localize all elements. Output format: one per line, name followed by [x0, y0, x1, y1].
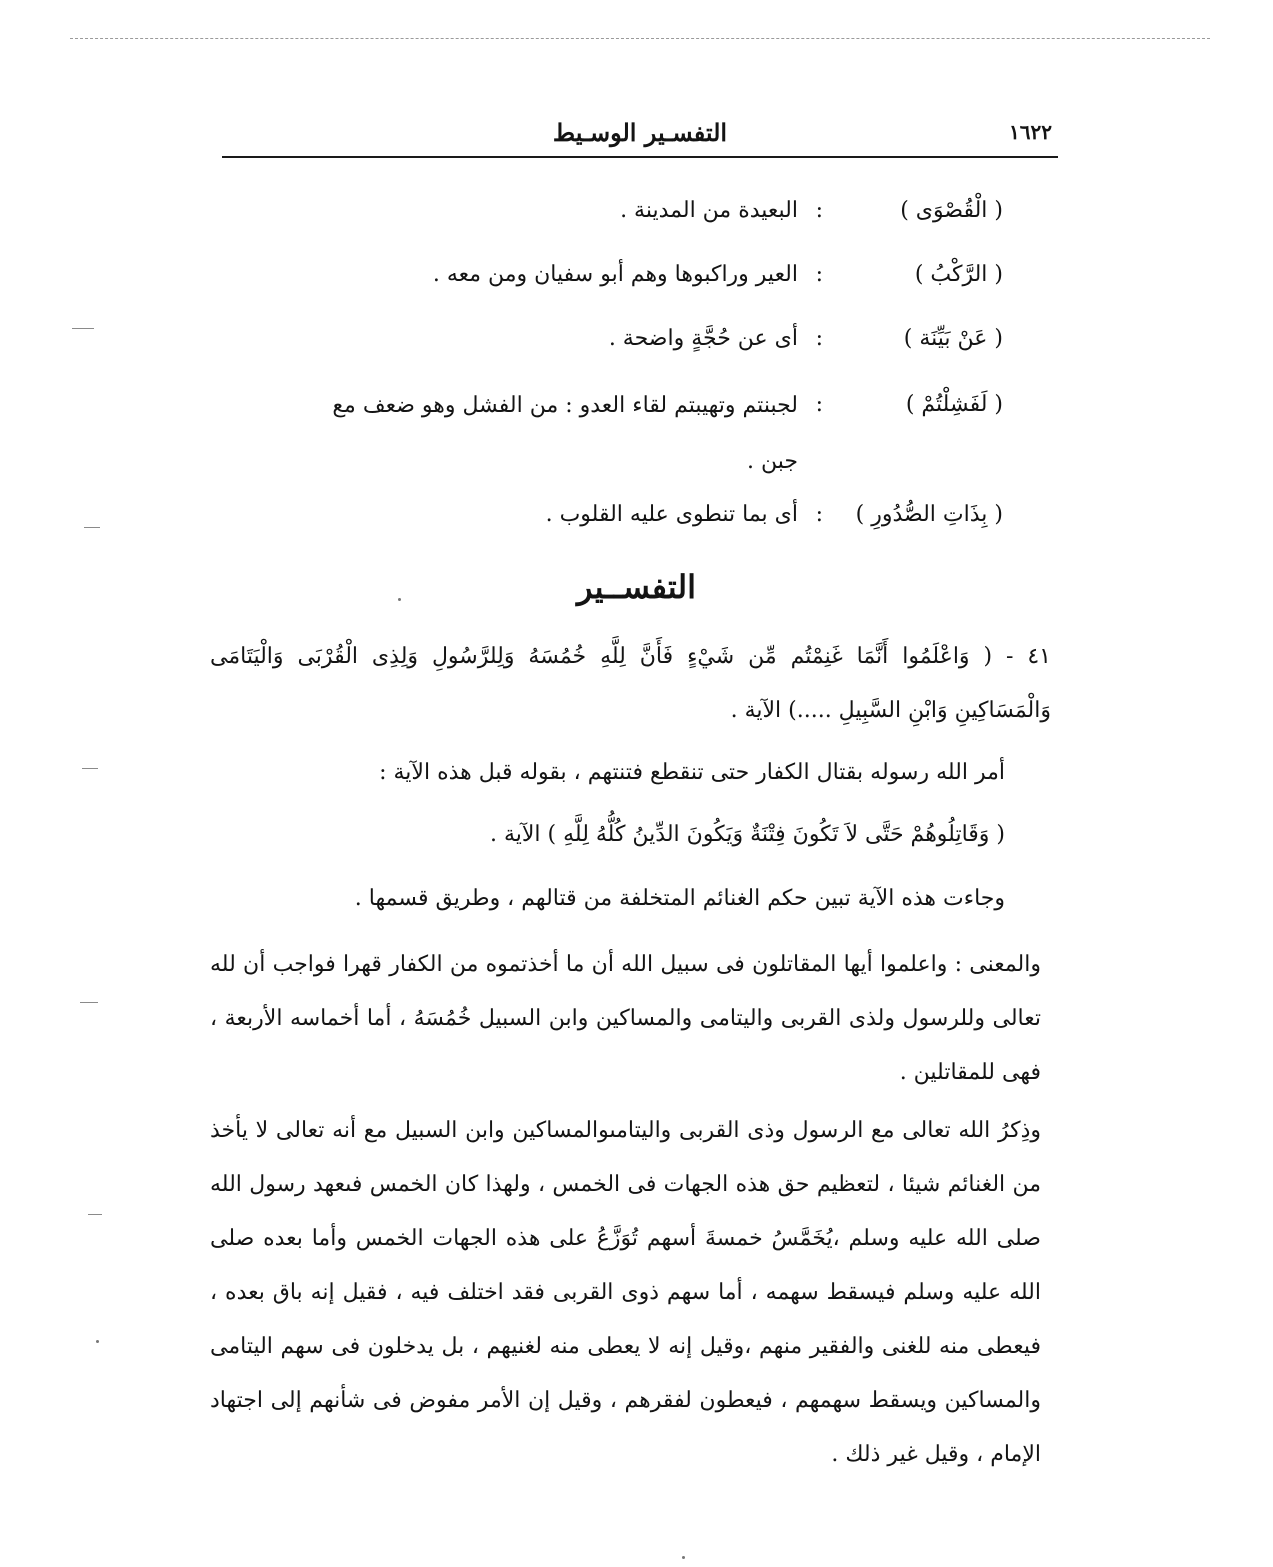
verse-paragraph: ٤١ - ( وَاعْلَمُوا أَنَّمَا غَنِمْتُم مِّن شَيْءٍ فَأَنَّ لِلَّهِ خُمُسَهُ وَلِلرَّسُولِ وَلِذِى الْقُرْبَى وَالْيَتَامَى وَالْمَسَاكِينِ وَابْنِ السَّبِيلِ .....) الآية .	[210, 644, 1051, 723]
meaning-paragraph: والمعنى : واعلموا أيها المقاتلون فى سبيل الله أن ما أخذتموه من الكفار قهرا فواجب أن لله تعالى وللرسول ولذى القربى واليتامى والمساكين وابن السبيل خُمُسَهُ ، أما أخماسه الأربعة ، فهى للمقاتلين .	[210, 952, 1041, 1085]
margin-mark	[88, 1214, 102, 1215]
speck	[96, 1340, 99, 1343]
glossary-colon: :	[815, 198, 823, 223]
speck	[398, 598, 401, 601]
header-rule	[222, 156, 1058, 158]
speck	[682, 1556, 685, 1559]
context-paragraph: وجاءت هذه الآية تبين حكم الغنائم المتخلفة من قتالهم ، وطريق قسمها .	[354, 886, 1005, 911]
glossary-term: ( لَفَشِلْتُمْ )	[905, 392, 1003, 417]
margin-mark	[84, 527, 100, 528]
glossary-term: ( الرَّكْبُ )	[914, 262, 1003, 287]
glossary-definition: البعيدة من المدينة .	[620, 198, 798, 223]
glossary-term: ( بِذَاتِ الصُّدُورِ )	[855, 502, 1003, 527]
page-header	[222, 112, 1058, 156]
margin-mark	[82, 768, 98, 769]
section-heading: التفســير	[576, 568, 697, 606]
glossary-definition: لجبنتم وتهيبتم لقاء العدو : من الفشل وهو ضعف مع جبن .	[332, 393, 798, 474]
glossary-colon: :	[815, 326, 823, 351]
page-number: ١٦٢٢	[1009, 120, 1052, 144]
glossary-colon: :	[815, 262, 823, 287]
quoted-verse: ( وَقَاتِلُوهُمْ حَتَّى لاَ تَكُونَ فِتْنَةٌ وَيَكُونَ الدِّينُ كُلُّهُ لِلَّهِ ) الآية .	[489, 822, 1005, 847]
commentary-paragraph: وذِكرُ الله تعالى مع الرسول وذى القربى واليتامىوالمساكين وابن السبيل مع أنه تعالى لا يأخذ من الغنائم شيئا ، لتعظيم حق هذه الجهات فى الخمس ، ولهذا كان الخمس فىعهد رسول الله صلى الله عليه وسلم ،يُخَمَّسُ خمسةَ أسهم تُوَزَّعُ على هذه الجهات الخمس وأما بعده صلى الله عليه وسلم فيسقط سهمه ، أما سهم ذوى القربى فقد اختلف فيه ، فقيل إنه باق بعده ، فيعطى منه للغنى والفقير منهم ،وقيل إنه لا يعطى منه لغنيهم ، بل يدخلون فى سهم اليتامى والمساكين ويسقط سهمهم ، فيعطون لفقرهم ، وقيل إن الأمر مفوض فى شأنهم إلى اجتهاد الإمام ، وقيل غير ذلك .	[210, 1118, 1041, 1467]
margin-mark	[80, 1002, 98, 1003]
margin-mark	[72, 328, 94, 329]
glossary-term: ( عَنْ بَيِّنَة )	[903, 326, 1003, 351]
running-title: التفسـير الوسـيط	[552, 118, 728, 147]
glossary-colon: :	[815, 502, 823, 527]
glossary-colon: :	[815, 392, 823, 417]
glossary-definition: أى عن حُجَّةٍ واضحة .	[608, 326, 798, 351]
command-paragraph: أمر الله رسوله بقتال الكفار حتى تنقطع فتنتهم ، بقوله قبل هذه الآية :	[379, 760, 1005, 785]
scan-edge-line	[70, 38, 1210, 39]
glossary-term: ( الْقُصْوَى )	[900, 198, 1003, 223]
glossary-definition: أى بما تنطوى عليه القلوب .	[545, 502, 798, 527]
glossary-definition: العير وراكبوها وهم أبو سفيان ومن معه .	[432, 262, 798, 287]
